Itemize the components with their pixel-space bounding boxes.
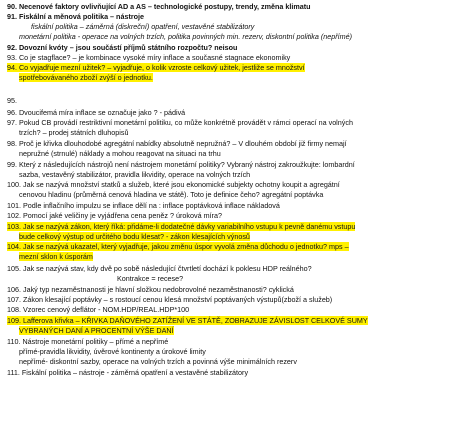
question-91: 91. Fiskální a měnová politika – nástroje (7, 12, 145, 21)
question-109-cont (7, 326, 458, 336)
question-109-cont-highlight: VYBRANÝCH DANÍ A PROCENTNÍ VÝŠE DANÍ (19, 326, 174, 335)
question-103-cont-highlight: bude celkový výstup od určitého bodu klesat? - zákon klesajících výnosů (19, 232, 250, 241)
question-94-cont (7, 73, 458, 83)
question-108: 108. Vzorec cenový deflátor - NOM.HDP/REAL.HDP*100 (7, 305, 190, 314)
question-105-cont: Kontrakce = recese? (117, 274, 184, 283)
question-106: 106. Jaký typ nezaměstnanosti je hlavní složkou nedobrovolné nezaměstnanosti? cyklická (7, 285, 294, 294)
question-107: 107. Zákon klesající poptávky – s rostoucí cenou klesá množství poptávaných výstupů(zboží a služeb) (7, 295, 333, 304)
question-97: 97. Pokud CB provádí restriktivní monetární politiku, co může konkrétně provádět v rámci operací na volných (7, 118, 353, 127)
question-105: 105. Jak se nazývá stav, kdy dvě po sobě následující čtvrtletí dochází k poklesu HDP reálného? (7, 264, 312, 273)
question-93: 93. Co je stagflace? – je kombinace vysoké míry inflace a současné stagnace ekonomiky (7, 53, 291, 62)
question-91-fiscal: fiskální politika – záměrná (diskreční) opatření, vestavěné stabilizátory (31, 22, 255, 31)
question-109 (7, 316, 458, 326)
question-110-indirect: nepřímé- diskontní sazby, operace na volných trzích a povinná výše minimálních rezerv (19, 357, 297, 366)
question-104-cont-highlight: mezní sklon k úsporám (19, 252, 93, 261)
question-95: 95. (7, 96, 17, 105)
question-103-cont (7, 232, 458, 242)
question-96: 96. Dvoucifemá míra inflace se označuje jako ? - pádivá (7, 108, 186, 117)
question-98: 98. Proč je křivka dlouhodobé agregátní nabídky absolutně nepružná? – V dlouhém období již firmy nemají (7, 139, 347, 148)
question-97-cont: trzích? – prodej státních dluhopisů (19, 128, 129, 137)
question-104 (7, 242, 458, 252)
question-99: 99. Který z následujících nástrojů není nástrojem monetární politiky? Vybraný nástroj zakroužkujte: lombardní (7, 160, 355, 169)
question-99-cont: sazba, vestavěný stabilizátor, pravidla likvidity, operace na volných trzích (19, 170, 251, 179)
question-91-monetary: monetární politika - operace na volných trzích, politika povinných min. rezerv, diskontní politika (nepřímé) (19, 32, 353, 41)
question-110-direct: přímé-pravidla likvidity, úvěrové kontinenty a úrokové limity (19, 347, 206, 356)
question-103-highlight: 103. Jak se nazývá zákon, který říká: přidáme-li dodatečné dávky variabilního vstupu k pevně danému vstupu (7, 222, 356, 231)
question-104-highlight: 104. Jak se nazývá ukazatel, který vyjadřuje, jakou změnu úspor vyvolá změna důchodu o jednotku? mps – (7, 242, 349, 251)
question-92: 92. Dovozní kvóty – jsou součástí příjmů státního rozpočtu? neisou (7, 43, 238, 52)
question-110: 110. Nástroje monetární politiky – přímé a nepřímé (7, 337, 169, 346)
question-100: 100. Jak se nazývá množství statků a služeb, které jsou ekonomické subjekty ochotny koupit a agregátní (7, 180, 340, 189)
question-90: 90. Necenové faktory ovlivňující AD a AS – technologické postupy, trendy, změna klimatu (7, 2, 311, 11)
question-102: 102. Pomocí jaké veličiny je vyjádřena cena peněz ? úroková míra? (7, 211, 222, 220)
question-94 (7, 63, 458, 73)
question-103 (7, 222, 458, 232)
question-101: 101. Podle inflačního impulzu se inflace dělí na : inflace poptávková inflace nákladová (7, 201, 280, 210)
question-94-cont-highlight: spotřebovávaného zboží zvýší o jednotku. (19, 73, 153, 82)
question-94-highlight: 94. Co vyjadřuje mezní užitek? – vyjadřuje, o kolik vzroste celkový užitek, jestliže se množství (7, 63, 305, 72)
question-100-cont: cenovou hladinu (průměrná cenová hladina ve státě). Toto je definice čeho? agregátní poptávka (19, 190, 324, 199)
question-98-cont: nepružné (strnulé) náklady a mohou reagovat na situaci na trhu (19, 149, 221, 158)
question-111: 111. Fiskální politika – nástroje - záměrná opatření a vestavěné stabilizátory (7, 368, 249, 377)
question-109-highlight: 109. Lafferova křivka – KŘIVKA DAŇOVÉHO ZATÍŽENÍ VE STÁTĚ, ZOBRAZUJE ZÁVISLOST CELKOVÉ SUMY (7, 316, 368, 325)
question-104-cont (7, 252, 458, 262)
